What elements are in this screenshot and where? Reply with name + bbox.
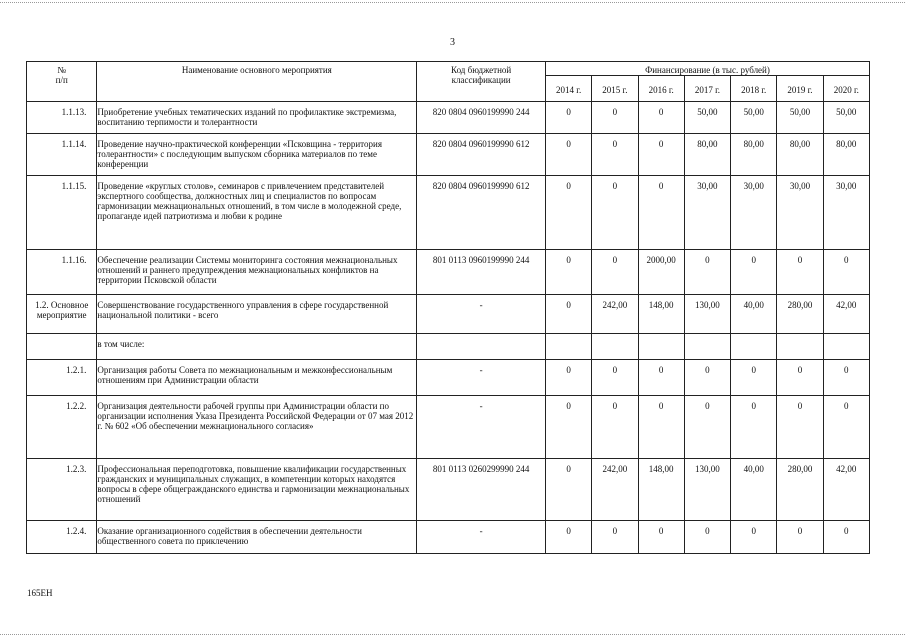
table-row [27,360,870,396]
row-budget-code: 820 0804 0960199990 612 [417,176,546,250]
row-number: 1.2.4. [27,521,97,554]
row-financing-value: 0 [638,102,684,134]
row-financing-value: 40,00 [731,459,777,521]
row-name: Приобретение учебных тематических изданий по профилактике экстремизма, воспитанию терпимости и толерантности [97,102,417,134]
row-financing-value: 0 [592,176,638,250]
header-financing: Финансирование (в тыс. рублей) [546,62,870,76]
row-financing-value: 0 [546,295,592,334]
row-financing-value: 2000,00 [638,250,684,295]
row-financing-value: 0 [592,102,638,134]
table-row [27,250,870,295]
header-year: 2020 г. [823,76,869,102]
row-financing-value: 130,00 [684,295,730,334]
row-financing-value: 80,00 [823,134,869,176]
row-financing-value: 50,00 [777,102,823,134]
row-financing-value: 0 [638,360,684,396]
table-row [27,102,870,134]
table-row [27,396,870,459]
row-financing-value: 0 [592,521,638,554]
row-name: Организация деятельности рабочей группы при Администрации области по организации исполнения Указа Президента Российской Федерации от 07 мая 2012 г. № 602 «Об обеспечении межнационального согласия» [97,396,417,459]
row-financing-value: 30,00 [684,176,730,250]
row-financing-value: 0 [546,250,592,295]
row-budget-code: - [417,521,546,554]
row-financing-value: 0 [731,250,777,295]
row-financing-value: 30,00 [731,176,777,250]
table-row [27,334,870,360]
row-number: 1.2.2. [27,396,97,459]
header-year: 2018 г. [731,76,777,102]
row-financing-value: 50,00 [684,102,730,134]
row-financing-value: 148,00 [638,459,684,521]
row-financing-value: 242,00 [592,459,638,521]
row-financing-value: 0 [546,459,592,521]
row-number: 1.2. Основное мероприятие [27,295,97,334]
row-number: 1.1.14. [27,134,97,176]
row-financing-value: 0 [638,134,684,176]
row-budget-code: - [417,360,546,396]
row-financing-value: 0 [638,521,684,554]
row-financing-value: 0 [731,521,777,554]
table-row [27,521,870,554]
header-number: № п/п [27,62,97,102]
header-year: 2016 г. [638,76,684,102]
row-number [27,334,97,360]
row-name: Профессиональная переподготовка, повышение квалификации государственных гражданских и муниципальных служащих, в компетенции которых находятся вопросы в сфере общегражданского единства и гармонизации межнациональных отношений [97,459,417,521]
financing-table [26,61,870,554]
header-code: Код бюджетной классификации [417,62,546,102]
row-financing-value: 280,00 [777,459,823,521]
row-budget-code: - [417,396,546,459]
row-financing-value: 80,00 [684,134,730,176]
row-financing-value: 40,00 [731,295,777,334]
row-financing-value: 0 [546,102,592,134]
row-budget-code: 820 0804 0960199990 612 [417,134,546,176]
row-number: 1.2.1. [27,360,97,396]
row-number: 1.1.16. [27,250,97,295]
row-financing-value: 0 [777,396,823,459]
row-financing-value: 0 [823,396,869,459]
scan-edge-bottom [0,634,905,635]
row-financing-value: 80,00 [777,134,823,176]
row-budget-code [417,334,546,360]
row-name: Обеспечение реализации Системы мониторинга состояния межнациональных отношений и раннего предупреждения межнациональных конфликтов на территории Псковской области [97,250,417,295]
row-name: Оказание организационного содействия в обеспечении деятельности общественного совета по приклечению [97,521,417,554]
row-financing-value: 30,00 [823,176,869,250]
header-year: 2017 г. [684,76,730,102]
header-year: 2015 г. [592,76,638,102]
row-financing-value: 50,00 [731,102,777,134]
table-body [27,102,870,554]
row-financing-value [731,334,777,360]
row-financing-value [823,334,869,360]
row-financing-value [638,334,684,360]
row-financing-value: 0 [684,250,730,295]
row-financing-value: 0 [731,360,777,396]
row-number: 1.1.13. [27,102,97,134]
row-financing-value: 0 [546,134,592,176]
row-financing-value: 0 [638,396,684,459]
table-row [27,295,870,334]
row-financing-value: 148,00 [638,295,684,334]
row-name: в том числе: [97,334,417,360]
row-financing-value [684,334,730,360]
table-row [27,176,870,250]
row-financing-value: 0 [684,360,730,396]
row-budget-code: 820 0804 0960199990 244 [417,102,546,134]
row-budget-code: - [417,295,546,334]
row-number: 1.1.15. [27,176,97,250]
page-number: 3 [450,37,455,48]
row-financing-value: 80,00 [731,134,777,176]
row-budget-code: 801 0113 0960199990 244 [417,250,546,295]
row-number: 1.2.3. [27,459,97,521]
row-financing-value: 42,00 [823,295,869,334]
row-financing-value: 0 [592,134,638,176]
row-financing-value: 242,00 [592,295,638,334]
row-financing-value: 0 [823,360,869,396]
document-footer-code: 165ЕН [27,588,53,598]
row-financing-value: 0 [823,250,869,295]
row-financing-value: 0 [546,396,592,459]
row-financing-value: 0 [684,396,730,459]
row-financing-value [592,334,638,360]
row-financing-value: 0 [638,176,684,250]
row-financing-value: 0 [731,396,777,459]
row-financing-value: 0 [592,250,638,295]
table-row [27,134,870,176]
row-name: Проведение «круглых столов», семинаров с привлечением представителей экспертного сообщества, должностных лиц и специалистов по вопросам гармонизации межнациональных отношений, в том числе в молодежной среде, пропаганде идей патриотизма и любви к родине [97,176,417,250]
row-financing-value: 0 [777,360,823,396]
row-financing-value: 0 [777,250,823,295]
row-financing-value: 50,00 [823,102,869,134]
row-financing-value: 130,00 [684,459,730,521]
row-financing-value: 0 [546,176,592,250]
row-financing-value: 0 [823,521,869,554]
row-name: Организация работы Совета по межнациональным и межконфессиональным отношениям при Администрации области [97,360,417,396]
row-financing-value: 0 [777,521,823,554]
row-financing-value: 0 [546,521,592,554]
row-name: Проведение научно-практической конференции «Псковщина - территория толерантности» с последующим выпуском сборника материалов по теме конференции [97,134,417,176]
header-year: 2014 г. [546,76,592,102]
row-budget-code: 801 0113 0260299990 244 [417,459,546,521]
row-financing-value [546,334,592,360]
row-financing-value: 0 [592,360,638,396]
row-financing-value: 0 [592,396,638,459]
row-name: Совершенствование государственного управления в сфере государственной национальной политики - всего [97,295,417,334]
row-financing-value: 280,00 [777,295,823,334]
row-financing-value: 0 [546,360,592,396]
header-year: 2019 г. [777,76,823,102]
row-financing-value: 30,00 [777,176,823,250]
row-financing-value: 42,00 [823,459,869,521]
table-row [27,459,870,521]
row-financing-value [777,334,823,360]
row-financing-value: 0 [684,521,730,554]
scan-edge-top [0,2,905,3]
header-name: Наименование основного мероприятия [97,62,417,102]
